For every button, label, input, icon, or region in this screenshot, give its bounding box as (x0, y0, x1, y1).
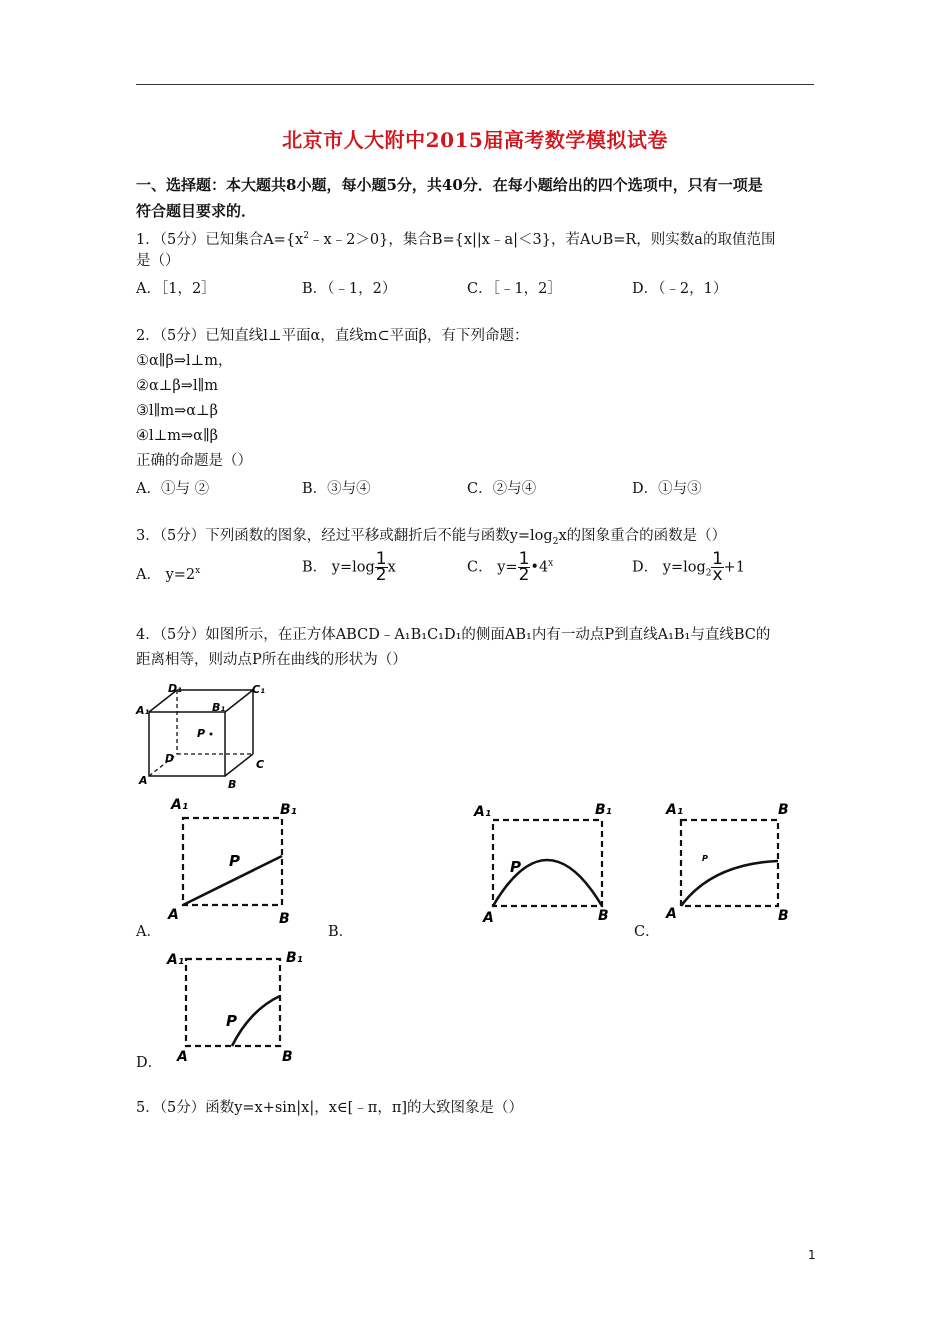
q3-option-d: D． $y=\log_2\frac{1}{x}$ +1 (632, 549, 745, 585)
fig-b-label-p: P (510, 858, 521, 876)
fig-a-label-b: B (279, 911, 290, 924)
cube-label-p: P (197, 727, 206, 740)
fig-d-label-b: B (282, 1049, 293, 1065)
q4-figure-c (662, 792, 808, 928)
fig-c-label-p: P (702, 854, 708, 863)
q4-stem-line1: 4．（5分）如图所示，在正方体ABCD﹣A₁B₁C₁D₁的侧面AB₁内有一动点P到直线A₁B₁与直线BC的 (136, 627, 771, 643)
q1-option-c: C．［﹣1，2］ (467, 281, 562, 297)
square-d-frame (186, 959, 280, 1046)
q4-figure-d (162, 944, 308, 1068)
cube-label-c: C (256, 758, 265, 771)
cube-label-d1: D₁ (168, 682, 182, 695)
q4-option-c: C． (634, 924, 660, 940)
cube-edge-bc (225, 754, 253, 776)
q3-option-b: B． $y=\log\frac{1}{2}$ x (302, 549, 396, 585)
cube-point-p (210, 733, 213, 736)
q2-ask: 正确的命题是（） (136, 453, 252, 469)
cube-label-a1: A₁ (136, 704, 150, 717)
q1-option-d: D．（﹣2，1） (632, 281, 728, 297)
q4-option-b: B． (328, 924, 354, 940)
q4-figure-a (166, 792, 302, 924)
header-rule (136, 84, 814, 85)
fig-a-label-a: A (168, 907, 179, 923)
q2-option-a: A．①与 ② (136, 481, 210, 497)
q1-stem-line1: 1．（5分）已知集合$A=\{x^2﹣x﹣2>0\}$，集合B={x||x﹣a|＜3}，若A∪B=R，则实数a的取值范围 (136, 231, 776, 248)
q1-stem-line2: 是（） (136, 253, 180, 269)
page-number: 1 (808, 1248, 816, 1262)
section-heading-line2: 符合题目要求的． (136, 202, 257, 220)
q3-b-fraction: $\frac{1}{2}$ (375, 549, 387, 585)
fig-d-label-a: A (177, 1049, 188, 1065)
fig-b-label-a: A (483, 910, 494, 926)
cube-figure (132, 680, 272, 792)
q4-option-d: D． (136, 1055, 163, 1071)
q3-option-c: C． $y=\frac{1}{2}$ •4$^x$ (467, 549, 554, 585)
q4-stem-line2: 距离相等，则动点P所在曲线的形状为（） (136, 652, 407, 668)
q4-figure-b (470, 792, 620, 928)
cube-label-b: B (228, 778, 237, 791)
fig-d-label-p: P (226, 1012, 237, 1030)
q3-c-fraction: $\frac{1}{2}$ (518, 549, 530, 585)
q3-d-fraction: $\frac{1}{x}$ (712, 549, 723, 585)
fig-b-label-a1: A₁ (474, 804, 491, 820)
curve-c-arc (681, 861, 778, 906)
q3-stem: 3．（5分）下列函数的图象，经过平移或翻折后不能与函数$y=\log_2x$的图象重合的函数是（） (136, 528, 727, 547)
q2-option-b: B．③与④ (302, 481, 371, 497)
fig-b-label-b1: B₁ (595, 802, 612, 818)
q5-stem: 5．（5分）函数y=x+sin|x|，x∈[﹣π，π]的大致图象是（） (136, 1100, 524, 1116)
fig-a-label-a1: A₁ (171, 797, 188, 813)
section-heading-line1: 一、选择题：本大题共8小题，每小题5分，共40分．在每小题给出的四个选项中，只有一项是 (136, 176, 763, 194)
fig-a-label-p: P (229, 852, 240, 870)
fig-c-label-b: B (778, 908, 789, 924)
fig-b-label-b: B (598, 908, 609, 924)
fig-a-label-b1: B₁ (280, 802, 297, 818)
q2-prop-3: ③l∥m⇒α⊥β (136, 403, 219, 419)
fig-d-label-a1: A₁ (167, 952, 184, 968)
q2-prop-4: ④l⊥m⇒α∥β (136, 428, 219, 444)
q2-option-c: C．②与④ (467, 481, 537, 497)
cube-label-c1: C₁ (252, 683, 265, 696)
cube-label-a: A (139, 774, 148, 787)
q2-option-d: D．①与③ (632, 481, 702, 497)
cube-edge-b1c1 (225, 690, 253, 712)
page-title: 北京市人大附中2015届高考数学模拟试卷 (282, 128, 668, 152)
fig-c-label-a: A (666, 906, 677, 922)
cube-label-b1: B₁ (212, 701, 226, 714)
fig-c-label-a1: A₁ (666, 802, 683, 818)
q2-prop-2: ②α⊥β⇒l∥m (136, 378, 219, 394)
q4-option-a: A． (136, 924, 161, 940)
curve-d-arc (232, 996, 280, 1046)
fig-c-label-b-top: B (778, 802, 789, 818)
q1-option-b: B．（﹣1，2） (302, 281, 397, 297)
q2-stem: 2．（5分）已知直线l⊥平面α，直线m⊂平面β，有下列命题： (136, 328, 529, 344)
q1-option-a: A．［1，2］ (136, 281, 216, 297)
cube-label-d: D (165, 752, 175, 765)
q2-prop-1: ①α∥β⇒l⊥m， (136, 353, 233, 369)
q3-option-a: A． $y=2^x$ (136, 566, 201, 583)
fig-d-label-b1: B₁ (286, 950, 303, 966)
